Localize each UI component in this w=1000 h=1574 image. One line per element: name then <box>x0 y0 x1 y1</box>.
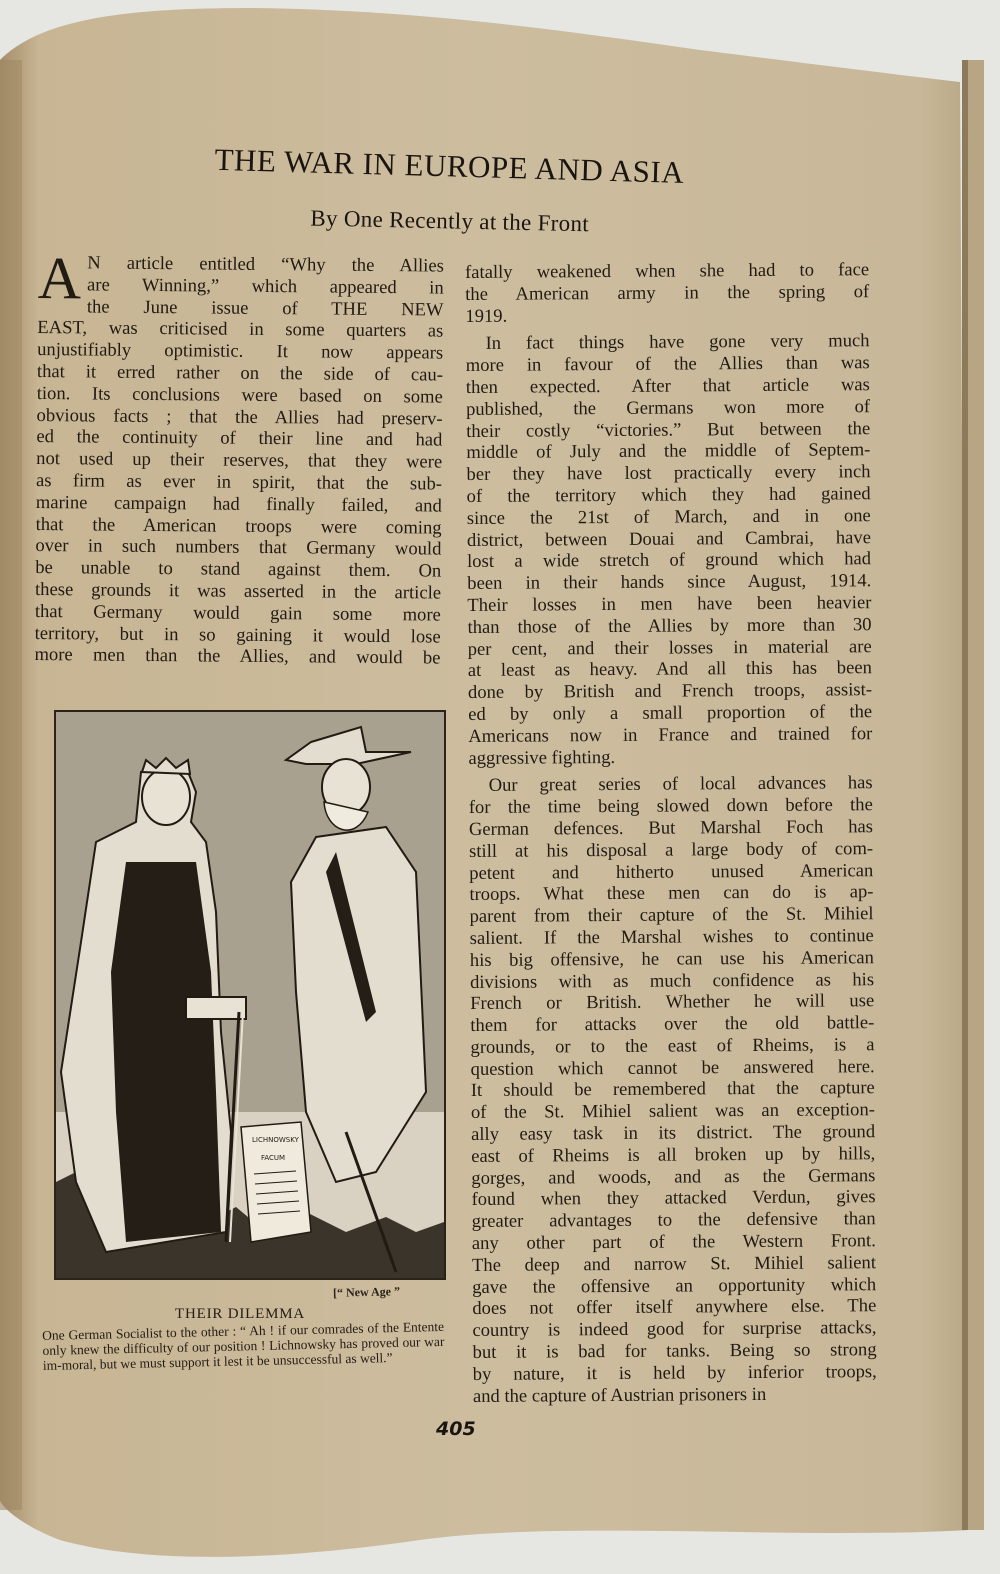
left-column <box>34 245 444 670</box>
text-line: that it erred rather on the side of cau- <box>36 360 444 386</box>
text-line: territory, but in so gaining it would lose <box>34 622 441 648</box>
text-line: per cent, and their losses in material are <box>467 635 872 660</box>
text-line: at least as heavy. And all this has been <box>467 657 872 682</box>
text-line: their costly “victories.” But between the <box>466 417 871 442</box>
text-line: of the St. Mihiel salient was an exception- <box>470 1099 876 1124</box>
text-line: for the time being slowed down before the <box>468 794 873 819</box>
text-line: the June issue of THE NEW <box>86 296 444 321</box>
page-number: 405 <box>436 1418 476 1440</box>
text-line: published, the Germans won more of <box>465 395 871 420</box>
text-line: It should be remembered that the capture <box>470 1077 875 1102</box>
text-line: that the American troops were coming <box>35 513 442 539</box>
text-line: tion. Its conclusions were based on some <box>36 382 443 408</box>
text-line: than those of the Allies by more than 30 <box>467 613 872 638</box>
text-line: then expected. After that article was <box>465 374 870 398</box>
illustration-credit: [“ New Age ” <box>332 1284 401 1300</box>
svg-text:FACUM: FACUM <box>261 1154 286 1162</box>
text-line: salient. If the Marshal wishes to continue <box>469 925 874 949</box>
text-line: Americans now in France and trained for <box>468 722 873 747</box>
text-line: the American army in the spring of <box>465 280 870 305</box>
text-line: N article entitled “Why the Allies <box>87 252 444 277</box>
text-line: obvious facts ; that the Allies had preserv- <box>36 404 443 430</box>
text-line: and the capture of Austrian prisoners in <box>472 1383 767 1407</box>
caption-text: One German Socialist to the other : “ Ah ! if our comrades of the Entente only knew the difficulty of our position ! Lichnowsky has proved our war im-moral, but we must support it lest it be unsuccessful as well.” <box>42 1318 445 1373</box>
text-line: be unable to stand against them. On <box>35 557 442 582</box>
text-line: The deep and narrow St. Mihiel salient <box>471 1252 877 1276</box>
text-line: more in favour of the Allies than was <box>465 352 870 377</box>
text-line: his big offensive, he can use his American <box>469 946 874 971</box>
text-line: petent and hitherto unused American <box>469 859 874 884</box>
text-line: more men than the Allies, and would be <box>34 644 441 669</box>
text-line: French or British. Whether he will use <box>470 990 875 1015</box>
text-line: greater advantages to the defensive than <box>471 1208 876 1233</box>
text-line: country is indeed good for surprise attacks, <box>472 1317 877 1342</box>
text-line: any other part of the Western Front. <box>471 1230 876 1255</box>
text-line: middle of July and the middle of Septem- <box>466 439 871 464</box>
article-title: THE WAR IN EUROPE AND ASIA <box>214 141 685 190</box>
text-line: are Winning,” which appeared in <box>86 274 444 299</box>
text-line: these grounds it was asserted in the article <box>34 578 442 604</box>
text-line: Their losses in men have been heavier <box>467 592 872 616</box>
text-line: since the 21st of March, and in one <box>466 504 871 529</box>
text-line: marine campaign had finally failed, and <box>35 491 442 517</box>
text-line: found when they attacked Verdun, gives <box>471 1186 876 1211</box>
text-line: lost a wide stretch of ground which had <box>467 548 872 573</box>
text-line: as firm as ever in spirit, that the sub- <box>35 469 443 495</box>
text-line: done by British and French troops, assist- <box>467 679 873 704</box>
text-line: ed the continuity of their line and had <box>36 426 443 451</box>
text-line: EAST, was criticised in some quarters as <box>37 317 444 342</box>
text-line: unjustifiably optimistic. It now appears <box>37 339 444 364</box>
text-line: over in such numbers that Germany would <box>35 535 442 560</box>
text-line: still at his disposal a large body of com- <box>469 837 874 862</box>
text-line: gave the offensive an opportunity which <box>472 1273 877 1298</box>
text-line: German defences. But Marshal Foch has <box>468 816 874 840</box>
text-line: 1919. <box>465 305 508 327</box>
caption-title: THEIR DILEMMA <box>175 1306 305 1322</box>
text-line: parent from their capture of the St. Mihiel <box>469 903 874 928</box>
text-line: divisions with as much confidence as his <box>469 968 875 993</box>
text-line: not used up their reserves, that they were <box>36 448 443 473</box>
right-column-text <box>465 259 877 1407</box>
text-line: ally easy task in its district. The ground <box>471 1121 876 1146</box>
text-line: does not offer itself anywhere else. The <box>472 1295 877 1320</box>
right-column <box>465 259 877 1407</box>
lichnowsky-document <box>241 1122 311 1242</box>
text-line: In fact things have gone very much <box>485 330 870 355</box>
cartoon-illustration <box>54 710 446 1280</box>
text-line: but it is bad for tanks. Being so strong <box>472 1339 877 1364</box>
svg-text:LICHNOWSKY: LICHNOWSKY <box>252 1136 299 1144</box>
left-column-text <box>34 245 444 670</box>
text-line: by nature, it is held by inferior troops, <box>472 1360 877 1385</box>
article-byline: By One Recently at the Front <box>310 205 590 237</box>
text-line: that Germany would gain some more <box>34 600 441 626</box>
text-line: ed by only a small proportion of the <box>468 701 873 725</box>
text-line: troops. What these men can do is ap- <box>469 881 874 906</box>
text-line: fatally weakened when she had to face <box>465 259 870 283</box>
text-line: Our great series of local advances has <box>488 772 873 797</box>
text-line: been in their hands since August, 1914. <box>467 570 872 595</box>
text-line: east of Rheims is all broken up by hills, <box>471 1143 876 1167</box>
text-line: grounds, or to the east of Rheims, is a <box>470 1034 875 1058</box>
drop-cap: A <box>37 245 82 312</box>
text-line: aggressive fighting. <box>468 746 616 769</box>
text-line: them for attacks over the old battle- <box>470 1012 875 1037</box>
text-line: ber they have lost practically every inch <box>466 461 871 486</box>
text-line: of the territory which they had gained <box>466 483 871 507</box>
text-line: district, between Douai and Cambrai, have <box>466 526 872 551</box>
text-line: gorges, and woods, and as the Germans <box>471 1164 876 1189</box>
text-line: question which cannot be answered here. <box>470 1055 875 1080</box>
